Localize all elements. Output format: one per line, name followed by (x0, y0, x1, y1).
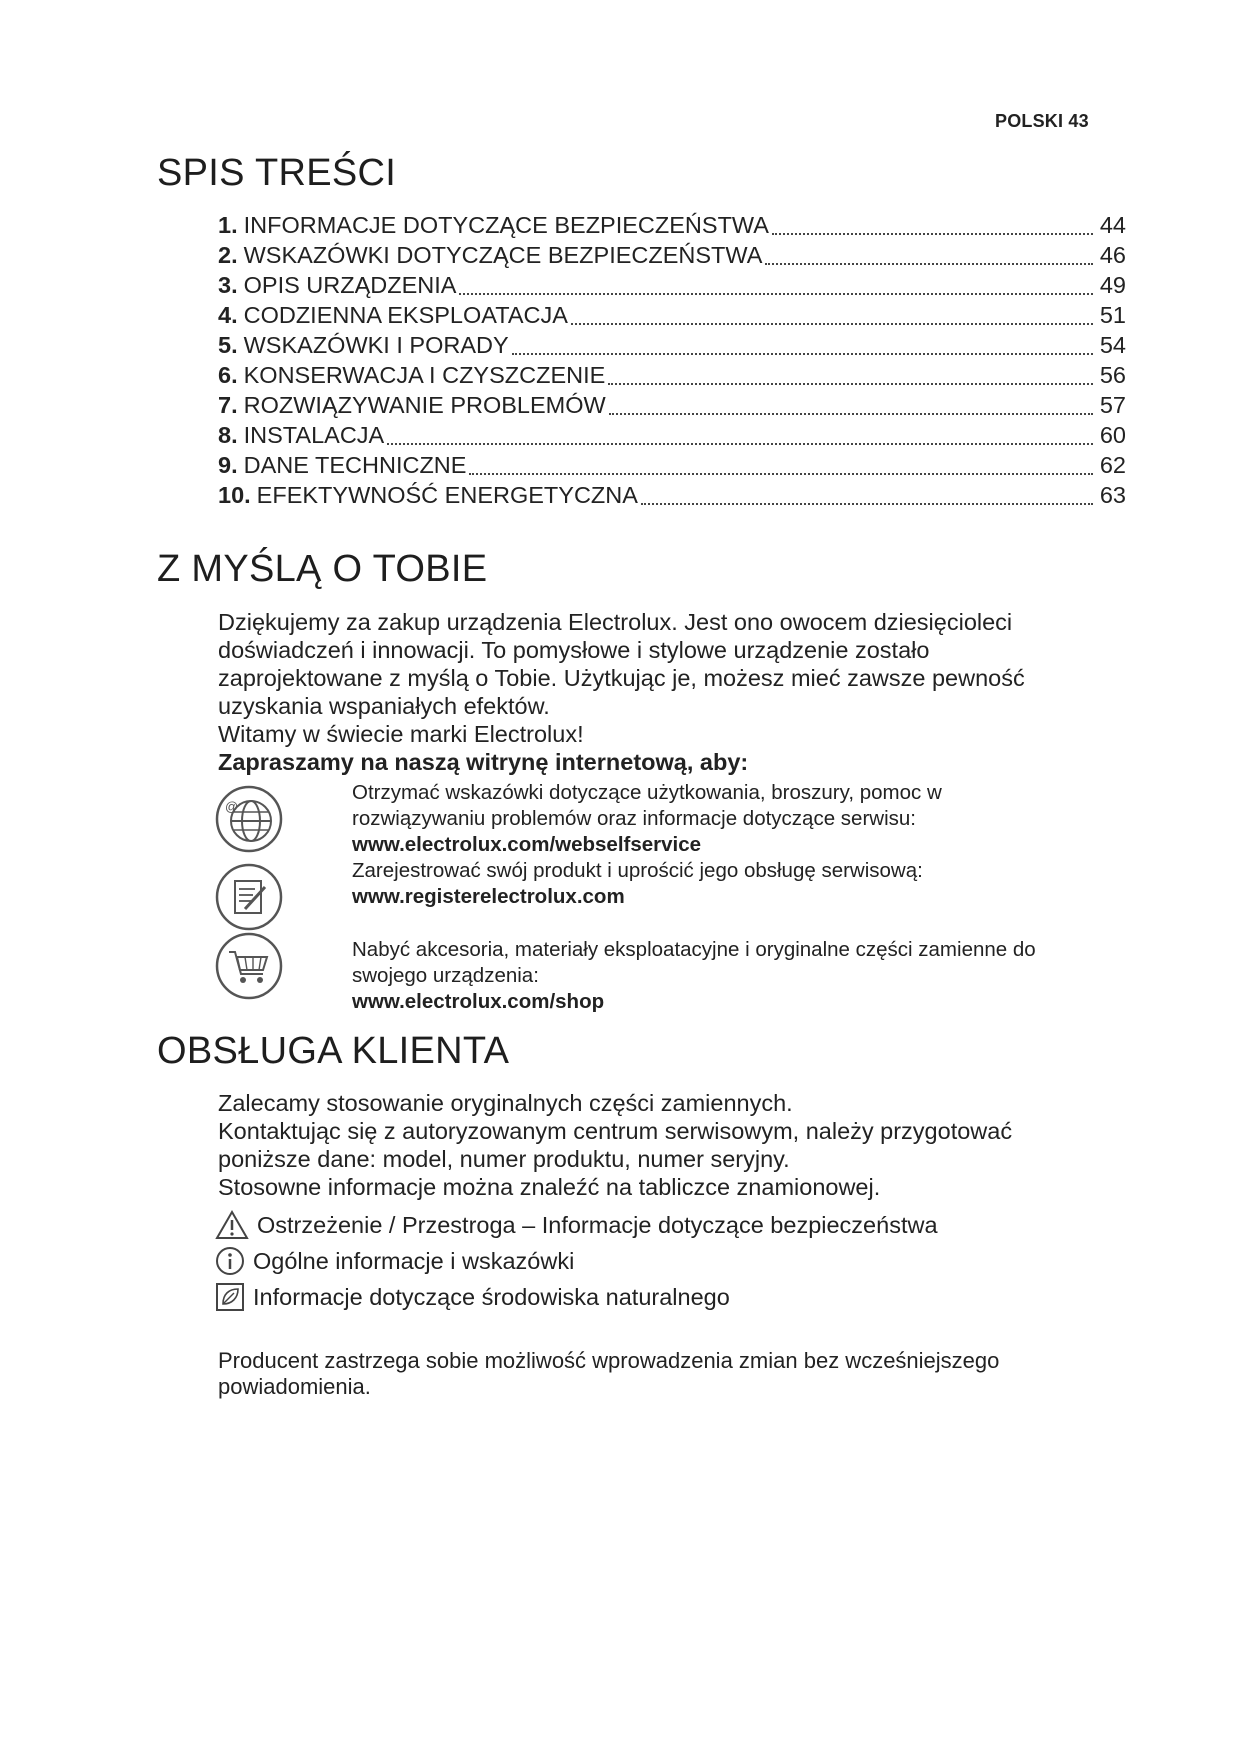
toc-leader (459, 292, 1093, 295)
toc-leader (571, 322, 1093, 325)
toc-item-page: 54 (1099, 332, 1126, 358)
disclaimer-line: powiadomienia. (218, 1374, 371, 1399)
toc-item-number: 3. (218, 272, 238, 298)
toc-item-page: 63 (1099, 482, 1126, 508)
paragraph-line: Stosowne informacje można znaleźć na tabliczce znamionowej. (218, 1174, 881, 1200)
paragraph-line: uzyskania wspaniałych efektów. (218, 693, 550, 719)
toc-item-label: OPIS URZĄDZENIA (243, 272, 457, 298)
svg-text:@: @ (225, 799, 239, 814)
toc-item[interactable] (218, 482, 1126, 512)
toc-item[interactable] (218, 212, 1126, 242)
toc-item-page: 62 (1099, 452, 1126, 478)
toc-item-label: INFORMACJE DOTYCZĄCE BEZPIECZEŃSTWA (243, 212, 769, 238)
toc-item[interactable] (218, 272, 1126, 302)
legend-item (215, 1279, 1115, 1315)
toc-leader (387, 442, 1093, 445)
toc-item-number: 6. (218, 362, 238, 388)
webselfservice-link[interactable]: www.electrolux.com/webselfservice (352, 833, 702, 856)
paragraph-line: Zalecamy stosowanie oryginalnych części zamiennych. (218, 1090, 793, 1116)
shop-link[interactable]: www.electrolux.com/shop (352, 990, 605, 1013)
toc-item-number: 2. (218, 242, 238, 268)
toc-item-label: KONSERWACJA I CZYSZCZENIE (243, 362, 606, 388)
toc-item-page: 49 (1099, 272, 1126, 298)
toc-item-number: 1. (218, 212, 238, 238)
website-invite: Zapraszamy na naszą witrynę internetową, aby: (218, 749, 749, 775)
page-header: POLSKI 43 (995, 111, 1089, 131)
toc-item-page: 56 (1099, 362, 1126, 388)
toc-item[interactable] (218, 242, 1126, 272)
toc-item-label: DANE TECHNICZNE (243, 452, 467, 478)
toc-item-page: 60 (1099, 422, 1126, 448)
link-description: swojego urządzenia: (352, 964, 539, 987)
toc-leader (609, 412, 1093, 415)
toc-item-label: ROZWIĄZYWANIE PROBLEMÓW (243, 392, 606, 418)
service-title: OBSŁUGA KLIENTA (157, 1030, 510, 1072)
toc-leader (469, 472, 1093, 475)
paragraph-line: Witamy w świecie marki Electrolux! (218, 721, 584, 747)
legend-item (215, 1207, 1115, 1243)
toc-item-page: 44 (1099, 212, 1126, 238)
globe-icon (215, 785, 283, 853)
cart-icon (215, 932, 283, 1000)
toc-title: SPIS TREŚCI (157, 152, 397, 194)
register-link[interactable]: www.registerelectrolux.com (352, 885, 625, 908)
toc-item-page: 51 (1099, 302, 1126, 328)
toc-item-number: 8. (218, 422, 238, 448)
toc-leader (512, 352, 1093, 355)
toc-item[interactable] (218, 422, 1126, 452)
info-icon (215, 1246, 245, 1276)
toc-item-number: 7. (218, 392, 238, 418)
disclaimer (218, 1348, 1118, 1400)
toc-item-page: 57 (1099, 392, 1126, 418)
link-description: rozwiązywaniu problemów oraz informacje dotyczące serwisu: (352, 807, 916, 830)
paragraph-line: Kontaktując się z autoryzowanym centrum serwisowym, należy przygotować (218, 1118, 1013, 1144)
toc-item-number: 9. (218, 452, 238, 478)
toc-leader (765, 262, 1093, 265)
toc-item[interactable] (218, 332, 1126, 362)
toc-item-label: WSKAZÓWKI DOTYCZĄCE BEZPIECZEŃSTWA (243, 242, 763, 268)
toc-item-page: 46 (1099, 242, 1126, 268)
link-description: Nabyć akcesoria, materiały eksploatacyjne i oryginalne części zamienne do (352, 938, 1036, 961)
legend-text: Informacje dotyczące środowiska naturalnego (253, 1283, 730, 1310)
paragraph-line: zaprojektowane z myślą o Tobie. Użytkując je, możesz mieć zawsze pewność (218, 665, 1025, 691)
toc-item-number: 4. (218, 302, 238, 328)
toc-item-label: CODZIENNA EKSPLOATACJA (243, 302, 568, 328)
toc-item-label: INSTALACJA (243, 422, 385, 448)
about-text (218, 608, 1118, 776)
table-of-contents (218, 212, 1126, 512)
paragraph-line: doświadczeń i innowacji. To pomysłowe i stylowe urządzenie zostało (218, 637, 930, 663)
toc-item[interactable] (218, 452, 1126, 482)
symbol-legend (215, 1207, 1115, 1315)
toc-item-label: EFEKTYWNOŚĆ ENERGETYCZNA (256, 482, 638, 508)
toc-item[interactable] (218, 302, 1126, 332)
link-description: Zarejestrować swój produkt i uprościć jego obsługę serwisową: (352, 859, 923, 882)
toc-item[interactable] (218, 392, 1126, 422)
toc-item[interactable] (218, 362, 1126, 392)
link-text (352, 780, 1132, 858)
toc-leader (772, 232, 1093, 235)
register-icon (215, 863, 283, 931)
about-title: Z MYŚLĄ O TOBIE (157, 548, 488, 590)
warning-icon (215, 1210, 249, 1240)
legend-text: Ogólne informacje i wskazówki (253, 1247, 575, 1274)
toc-leader (641, 502, 1093, 505)
link-description: Otrzymać wskazówki dotyczące użytkowania, broszury, pomoc w (352, 781, 942, 804)
toc-item-label: WSKAZÓWKI I PORADY (243, 332, 509, 358)
toc-item-number: 10. (218, 482, 251, 508)
legend-text: Ostrzeżenie / Przestroga – Informacje dotyczące bezpieczeństwa (257, 1211, 938, 1238)
link-text (352, 858, 1132, 910)
legend-item (215, 1243, 1115, 1279)
toc-item-number: 5. (218, 332, 238, 358)
disclaimer-line: Producent zastrzega sobie możliwość wprowadzenia zmian bez wcześniejszego (218, 1348, 1000, 1373)
service-text (218, 1089, 1118, 1201)
paragraph-line: Dziękujemy za zakup urządzenia Electrolux. Jest ono owocem dziesięcioleci (218, 609, 1013, 635)
toc-leader (608, 382, 1093, 385)
link-text (352, 937, 1132, 1015)
leaf-icon (215, 1282, 245, 1312)
paragraph-line: poniższe dane: model, numer produktu, numer seryjny. (218, 1146, 790, 1172)
